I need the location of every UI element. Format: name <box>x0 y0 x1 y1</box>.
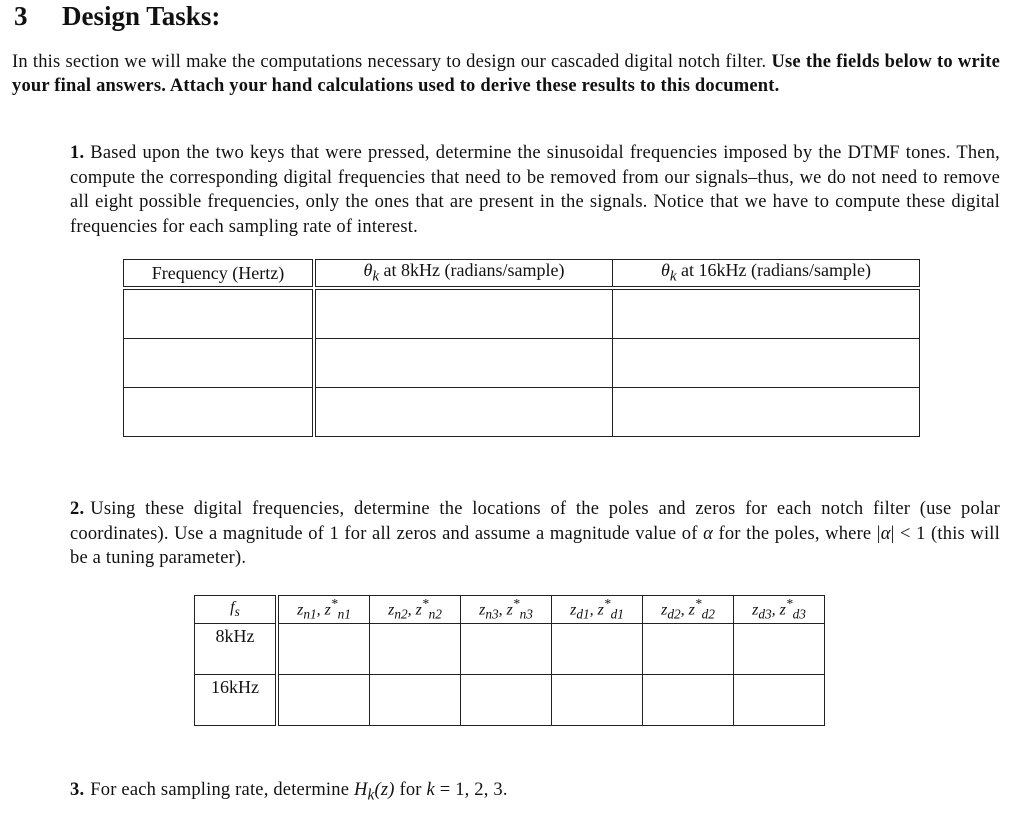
theta-16khz-cell[interactable] <box>613 290 920 339</box>
section-title: Design Tasks: <box>62 1 221 31</box>
zd1-cell[interactable] <box>552 674 643 725</box>
table-row <box>195 623 825 674</box>
header-zd3: $z_{d3}$, $z^*_{d3}$ <box>734 596 825 624</box>
poles-zeros-header <box>195 596 825 624</box>
header-theta-8khz: $\theta_k$ at 8kHz (radians/sample) <box>314 260 613 287</box>
section-heading <box>14 0 220 32</box>
frequency-cell[interactable] <box>124 290 315 339</box>
theta-8khz-cell[interactable] <box>314 290 613 339</box>
task-1-text: Based upon the two keys that were pressed, determine the sinusoidal frequencies imposed by the DTMF tones. Then, compute the corresponding digital frequencies that need to be removed from our signals–thus, we do not need to remove all eight possible frequencies, only the ones that are present in the signals. Notice that we have to compute these digital frequencies for each sampling rate of interest. <box>70 143 1000 237</box>
table-row <box>195 674 825 725</box>
task-3: 3. For each sampling rate, determine $H_k(z)$ for k = 1, 2, 3. <box>70 780 508 804</box>
zd3-cell[interactable] <box>734 674 825 725</box>
zd1-cell[interactable] <box>552 623 643 674</box>
alpha-symbol: α <box>703 523 714 544</box>
header-zn1: $z_{n1}$, $z^*_{n1}$ <box>277 596 370 624</box>
task-2: 2. Using these digital frequencies, determine the locations of the poles and zeros for each notch filter (use polar coordinates). Use a magnitude of 1 for all zeros and assume a magnitude value of α for the poles, where |α| < 1 (this will be a tuning parameter). <box>70 499 1000 568</box>
header-zn3: $z_{n3}$, $z^*_{n3}$ <box>461 596 552 624</box>
zn1-cell[interactable] <box>277 674 370 725</box>
row-label-8khz: 8kHz <box>195 623 278 674</box>
header-zn2: $z_{n2}$, $z^*_{n2}$ <box>370 596 461 624</box>
theta-16khz-cell[interactable] <box>613 388 920 437</box>
theta-8khz-cell[interactable] <box>314 388 613 437</box>
theta-8khz-cell[interactable] <box>314 339 613 388</box>
intro-bold-text: Use the fields below to write your final answers. Attach your hand calculations used to derive these results to this document. <box>12 52 1000 96</box>
header-zd2: $z_{d2}$, $z^*_{d2}$ <box>643 596 734 624</box>
theta-16khz-cell[interactable] <box>613 339 920 388</box>
table-row <box>124 388 920 437</box>
zd2-cell[interactable] <box>643 674 734 725</box>
section-number: 3 <box>14 1 28 31</box>
task-1 <box>70 141 1000 239</box>
zn2-cell[interactable] <box>370 623 461 674</box>
header-zd1: $z_{d1}$, $z^*_{d1}$ <box>552 596 643 624</box>
frequency-table-header <box>124 260 920 287</box>
task-3-number: 3. <box>70 780 85 800</box>
zd2-cell[interactable] <box>643 623 734 674</box>
header-theta-16khz: $\theta_k$ at 16kHz (radians/sample) <box>613 260 920 287</box>
table-row <box>124 290 920 339</box>
zn1-cell[interactable] <box>277 623 370 674</box>
intro-plain-text: In this section we will make the computations necessary to design our cascaded digital notch filter. <box>12 52 772 72</box>
frequency-cell[interactable] <box>124 388 315 437</box>
zn3-cell[interactable] <box>461 674 552 725</box>
zn3-cell[interactable] <box>461 623 552 674</box>
zd3-cell[interactable] <box>734 623 825 674</box>
header-frequency: Frequency (Hertz) <box>124 260 315 287</box>
frequency-table <box>123 259 920 437</box>
table-row <box>124 339 920 388</box>
header-fs: $f_s$ <box>195 596 278 624</box>
frequency-cell[interactable] <box>124 339 315 388</box>
intro-paragraph <box>12 50 1000 98</box>
row-label-16khz: 16kHz <box>195 674 278 725</box>
zn2-cell[interactable] <box>370 674 461 725</box>
task-2-number: 2. <box>70 499 85 519</box>
poles-zeros-table <box>194 595 825 726</box>
task-1-number: 1. <box>70 143 85 163</box>
